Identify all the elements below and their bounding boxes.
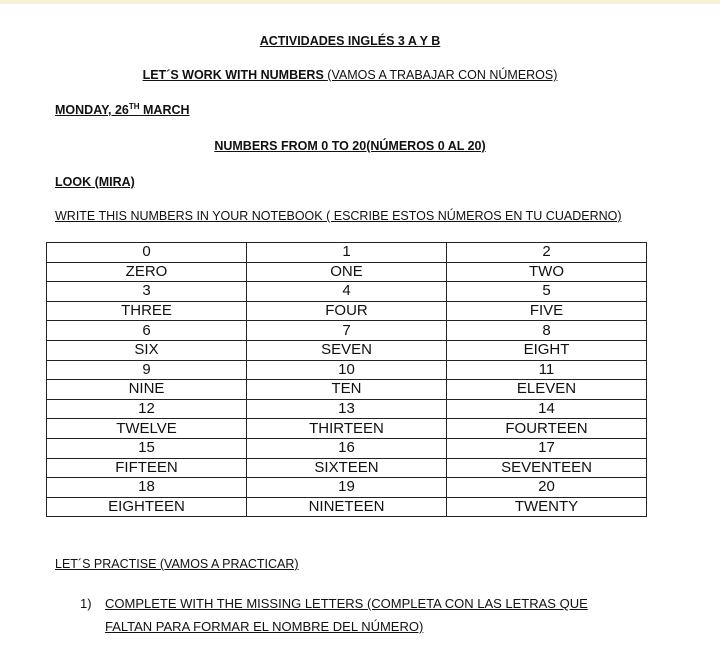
- table-row-words: [47, 497, 647, 517]
- table-row-digits: [47, 478, 647, 498]
- date-prefix: MONDAY, 26: [55, 103, 129, 117]
- document-title: ACTIVIDADES INGLÉS 3 A Y B: [259, 34, 441, 48]
- task-number: 1): [80, 596, 92, 611]
- number-word-cell: EIGHT: [447, 340, 647, 360]
- number-word-cell: SIX: [47, 340, 247, 360]
- number-word-cell: SEVENTEEN: [447, 458, 647, 478]
- table-row-digits: [47, 399, 647, 419]
- number-digit-cell: 19: [247, 478, 447, 498]
- number-digit-cell: 8: [447, 321, 647, 341]
- number-word-cell: FIFTEEN: [47, 458, 247, 478]
- number-word-cell: NINE: [47, 380, 247, 400]
- number-word-cell: THIRTEEN: [247, 419, 447, 439]
- number-word-cell: TWENTY: [447, 497, 647, 517]
- number-digit-cell: 18: [47, 478, 247, 498]
- page-top-border: [0, 0, 720, 4]
- table-row-words: [47, 419, 647, 439]
- number-word-cell: ZERO: [47, 262, 247, 282]
- number-word-cell: EIGHTEEN: [47, 497, 247, 517]
- subtitle-translation: (VAMOS A TRABAJAR CON NÚMEROS): [327, 68, 558, 82]
- table-row-words: [47, 301, 647, 321]
- table-row-digits: [47, 438, 647, 458]
- number-digit-cell: 10: [247, 360, 447, 380]
- number-word-cell: SIXTEEN: [247, 458, 447, 478]
- number-digit-cell: 14: [447, 399, 647, 419]
- number-digit-cell: 13: [247, 399, 447, 419]
- number-digit-cell: 6: [47, 321, 247, 341]
- number-digit-cell: 11: [447, 360, 647, 380]
- look-heading: LOOK (MIRA): [55, 175, 135, 189]
- number-digit-cell: 3: [47, 282, 247, 302]
- number-word-cell: ELEVEN: [447, 380, 647, 400]
- section-subtitle: [0, 68, 700, 82]
- subtitle-bold: LET´S WORK WITH NUMBERS: [142, 68, 328, 82]
- numbers-heading: NUMBERS FROM 0 TO 20(NÚMEROS 0 AL 20): [214, 139, 486, 153]
- number-word-cell: FOURTEEN: [447, 419, 647, 439]
- number-word-cell: FOUR: [247, 301, 447, 321]
- number-word-cell: TEN: [247, 380, 447, 400]
- number-word-cell: NINETEEN: [247, 497, 447, 517]
- table-row-words: [47, 380, 647, 400]
- task-instruction-line-1: COMPLETE WITH THE MISSING LETTERS (COMPLETA CON LAS LETRAS QUE: [105, 596, 588, 611]
- number-word-cell: TWELVE: [47, 419, 247, 439]
- date-suffix-sup: TH: [128, 101, 140, 111]
- write-instruction: WRITE THIS NUMBERS IN YOUR NOTEBOOK ( ESCRIBE ESTOS NÚMEROS EN TU CUADERNO): [55, 209, 622, 223]
- number-digit-cell: 2: [447, 243, 647, 263]
- table-row-digits: [47, 360, 647, 380]
- number-digit-cell: 1: [247, 243, 447, 263]
- table-row-digits: [47, 282, 647, 302]
- date-month: MARCH: [139, 103, 190, 117]
- practise-heading: LET´S PRACTISE (VAMOS A PRACTICAR): [55, 557, 299, 571]
- number-word-cell: TWO: [447, 262, 647, 282]
- number-digit-cell: 16: [247, 438, 447, 458]
- number-digit-cell: 12: [47, 399, 247, 419]
- date-line: [55, 103, 190, 117]
- number-digit-cell: 5: [447, 282, 647, 302]
- number-digit-cell: 0: [47, 243, 247, 263]
- task-instruction-line-2: FALTAN PARA FORMAR EL NOMBRE DEL NÚMERO): [105, 619, 424, 634]
- number-digit-cell: 20: [447, 478, 647, 498]
- number-word-cell: ONE: [247, 262, 447, 282]
- table-row-words: [47, 458, 647, 478]
- number-digit-cell: 4: [247, 282, 447, 302]
- number-word-cell: FIVE: [447, 301, 647, 321]
- table-row-words: [47, 340, 647, 360]
- number-digit-cell: 15: [47, 438, 247, 458]
- number-digit-cell: 7: [247, 321, 447, 341]
- number-word-cell: SEVEN: [247, 340, 447, 360]
- number-digit-cell: 17: [447, 438, 647, 458]
- table-row-digits: [47, 243, 647, 263]
- numbers-table: [46, 242, 647, 517]
- number-digit-cell: 9: [47, 360, 247, 380]
- table-row-words: [47, 262, 647, 282]
- number-word-cell: THREE: [47, 301, 247, 321]
- table-row-digits: [47, 321, 647, 341]
